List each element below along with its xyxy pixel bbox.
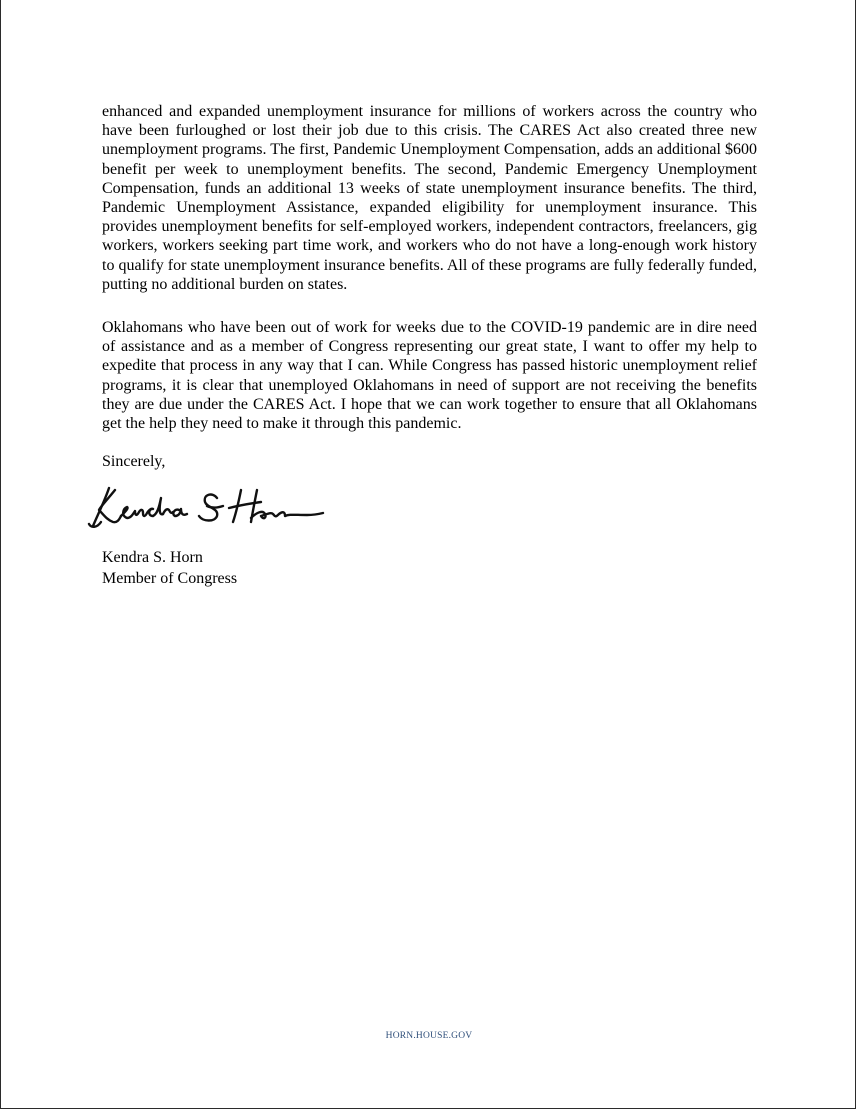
signature-block — [102, 548, 237, 589]
letter-body-paragraph-1 — [102, 102, 757, 294]
signer-name: Kendra S. Horn — [102, 549, 203, 566]
paragraph-text: enhanced and expanded unemployment insurance for millions of workers across the country who have been furloughed or lost their job due to this crisis. The CARES Act also created three new unemployment programs. The first, Pandemic Unemployment Compensation, adds an additional $600 benefit per week to unemployment benefits. The second, Pandemic Emergency Unemployment Compensation, funds an additional 13 weeks of state unemployment insurance benefits. The third, Pandemic Unemployment Assistance, expanded eligibility for unemployment insurance. This provides unemployment benefits for self-employed workers, independent contractors, freelancers, gig workers, workers seeking part time work, and workers who do not have a long-enough work history to qualify for state unemployment insurance benefits. All of these programs are fully federally funded, putting no additional burden on states. — [102, 103, 757, 293]
closing-salutation: Sincerely, — [102, 453, 166, 470]
paragraph-text: Oklahomans who have been out of work for weeks due to the COVID-19 pandemic are in dire need of assistance and as a member of Congress representing our great state, I want to offer my help to expedite that process in any way that I can. While Congress has passed historic unemployment relief programs, it is clear that unemployed Oklahomans in need of support are not receiving the benefits they are due under the CARES Act. I hope that we can work together to ensure that all Oklahomans get the help they need to make it through this pandemic. — [102, 319, 757, 433]
signer-title: Member of Congress — [102, 569, 238, 587]
footer-website: HORN.HOUSE.GOV — [385, 1031, 473, 1041]
handwritten-signature — [85, 478, 325, 540]
letter-body-paragraph-2 — [102, 318, 757, 433]
